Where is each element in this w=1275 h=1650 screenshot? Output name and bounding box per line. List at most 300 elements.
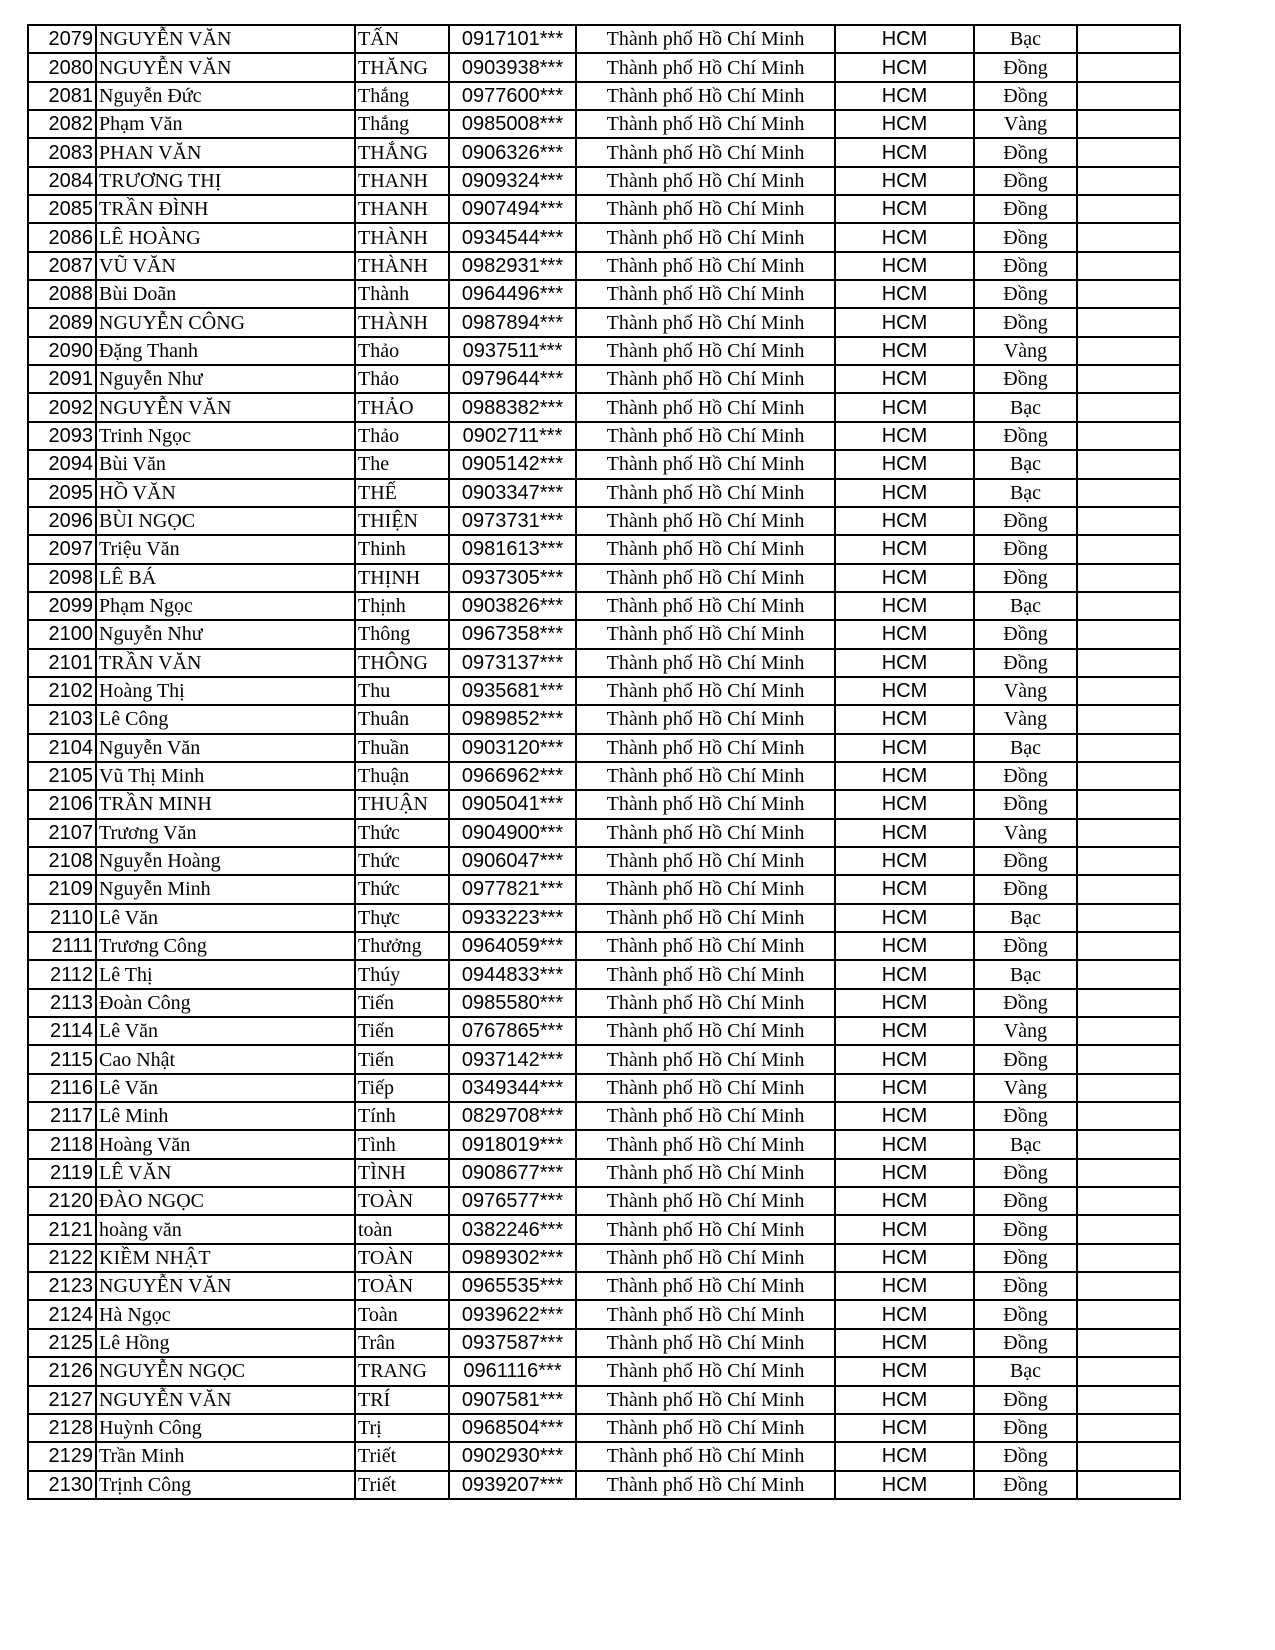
cell-note [1077, 110, 1180, 138]
cell-note [1077, 762, 1180, 790]
cell-family-name: LÊ BÁ [96, 564, 355, 592]
cell-family-name: VŨ VĂN [96, 252, 355, 280]
cell-family-name: Bùi Văn [96, 450, 355, 478]
cell-province: Thành phố Hồ Chí Minh [576, 167, 835, 195]
cell-region: HCM [835, 1244, 974, 1272]
cell-province: Thành phố Hồ Chí Minh [576, 337, 835, 365]
table-row [28, 1386, 1180, 1414]
cell-province: Thành phố Hồ Chí Minh [576, 365, 835, 393]
cell-given-name: THỊNH [355, 564, 449, 592]
cell-region: HCM [835, 1272, 974, 1300]
cell-family-name: Trần Minh [96, 1442, 355, 1470]
cell-note [1077, 422, 1180, 450]
cell-region: HCM [835, 734, 974, 762]
cell-index: 2121 [28, 1215, 96, 1243]
cell-given-name: Thông [355, 620, 449, 648]
cell-note [1077, 1045, 1180, 1073]
cell-note [1077, 1215, 1180, 1243]
cell-given-name: Thuận [355, 762, 449, 790]
table-row [28, 1329, 1180, 1357]
cell-note [1077, 82, 1180, 110]
cell-family-name: Đặng Thanh [96, 337, 355, 365]
cell-index: 2114 [28, 1017, 96, 1045]
cell-given-name: The [355, 450, 449, 478]
cell-given-name: Thuân [355, 705, 449, 733]
cell-region: HCM [835, 535, 974, 563]
cell-prize-tier: Đồng [974, 1329, 1077, 1357]
cell-phone: 0905041*** [449, 790, 576, 818]
cell-prize-tier: Đồng [974, 1471, 1077, 1499]
cell-region: HCM [835, 677, 974, 705]
table-row [28, 53, 1180, 81]
table-row [28, 932, 1180, 960]
cell-family-name: Huỳnh Công [96, 1414, 355, 1442]
cell-province: Thành phố Hồ Chí Minh [576, 1130, 835, 1158]
cell-given-name: TẤN [355, 25, 449, 53]
table-row [28, 734, 1180, 762]
cell-region: HCM [835, 592, 974, 620]
cell-region: HCM [835, 1159, 974, 1187]
cell-phone: 0973731*** [449, 507, 576, 535]
cell-province: Thành phố Hồ Chí Minh [576, 904, 835, 932]
cell-prize-tier: Vàng [974, 110, 1077, 138]
cell-family-name: TRƯƠNG THỊ [96, 167, 355, 195]
table-row [28, 705, 1180, 733]
cell-note [1077, 280, 1180, 308]
cell-given-name: THÀNH [355, 223, 449, 251]
cell-phone: 0985008*** [449, 110, 576, 138]
cell-region: HCM [835, 167, 974, 195]
cell-note [1077, 507, 1180, 535]
cell-index: 2126 [28, 1357, 96, 1385]
cell-family-name: Trương Văn [96, 819, 355, 847]
cell-prize-tier: Bạc [974, 904, 1077, 932]
cell-phone: 0979644*** [449, 365, 576, 393]
cell-index: 2113 [28, 989, 96, 1017]
table-row [28, 110, 1180, 138]
cell-province: Thành phố Hồ Chí Minh [576, 677, 835, 705]
cell-index: 2079 [28, 25, 96, 53]
cell-region: HCM [835, 365, 974, 393]
table-row [28, 1017, 1180, 1045]
cell-prize-tier: Đồng [974, 308, 1077, 336]
cell-given-name: Thức [355, 819, 449, 847]
table-row [28, 1187, 1180, 1215]
cell-note [1077, 819, 1180, 847]
cell-province: Thành phố Hồ Chí Minh [576, 507, 835, 535]
cell-index: 2083 [28, 138, 96, 166]
cell-region: HCM [835, 904, 974, 932]
cell-phone: 0966962*** [449, 762, 576, 790]
table-row [28, 365, 1180, 393]
cell-index: 2124 [28, 1300, 96, 1328]
cell-phone: 0937305*** [449, 564, 576, 592]
cell-given-name: THIỆN [355, 507, 449, 535]
cell-region: HCM [835, 280, 974, 308]
cell-region: HCM [835, 1329, 974, 1357]
cell-province: Thành phố Hồ Chí Minh [576, 1329, 835, 1357]
cell-note [1077, 53, 1180, 81]
cell-note [1077, 337, 1180, 365]
cell-region: HCM [835, 337, 974, 365]
cell-prize-tier: Bạc [974, 734, 1077, 762]
cell-note [1077, 960, 1180, 988]
cell-given-name: TRÍ [355, 1386, 449, 1414]
cell-phone: 0939207*** [449, 1471, 576, 1499]
cell-province: Thành phố Hồ Chí Minh [576, 252, 835, 280]
cell-province: Thành phố Hồ Chí Minh [576, 592, 835, 620]
cell-family-name: LÊ VĂN [96, 1159, 355, 1187]
table-row [28, 649, 1180, 677]
cell-region: HCM [835, 1357, 974, 1385]
cell-prize-tier: Vàng [974, 677, 1077, 705]
cell-index: 2080 [28, 53, 96, 81]
cell-prize-tier: Đồng [974, 138, 1077, 166]
cell-phone: 0349344*** [449, 1074, 576, 1102]
table-row [28, 535, 1180, 563]
cell-phone: 0988382*** [449, 393, 576, 421]
cell-family-name: Nguyễn Như [96, 365, 355, 393]
cell-region: HCM [835, 875, 974, 903]
cell-province: Thành phố Hồ Chí Minh [576, 280, 835, 308]
cell-given-name: THUẬN [355, 790, 449, 818]
cell-province: Thành phố Hồ Chí Minh [576, 223, 835, 251]
cell-family-name: hoàng văn [96, 1215, 355, 1243]
cell-family-name: Lê Văn [96, 1074, 355, 1102]
cell-given-name: TOÀN [355, 1187, 449, 1215]
cell-phone: 0965535*** [449, 1272, 576, 1300]
cell-given-name: Tiến [355, 1017, 449, 1045]
cell-region: HCM [835, 1074, 974, 1102]
cell-region: HCM [835, 620, 974, 648]
cell-prize-tier: Đồng [974, 223, 1077, 251]
cell-province: Thành phố Hồ Chí Minh [576, 1357, 835, 1385]
cell-note [1077, 25, 1180, 53]
cell-note [1077, 1300, 1180, 1328]
table-row [28, 393, 1180, 421]
cell-phone: 0935681*** [449, 677, 576, 705]
cell-given-name: Thảo [355, 365, 449, 393]
table-row [28, 1045, 1180, 1073]
cell-province: Thành phố Hồ Chí Minh [576, 649, 835, 677]
cell-note [1077, 1017, 1180, 1045]
cell-prize-tier: Đồng [974, 252, 1077, 280]
cell-prize-tier: Đồng [974, 1300, 1077, 1328]
table-row [28, 847, 1180, 875]
cell-family-name: Lê Thị [96, 960, 355, 988]
cell-family-name: Trương Công [96, 932, 355, 960]
cell-index: 2105 [28, 762, 96, 790]
cell-province: Thành phố Hồ Chí Minh [576, 819, 835, 847]
table-row [28, 1244, 1180, 1272]
cell-note [1077, 904, 1180, 932]
cell-note [1077, 308, 1180, 336]
cell-region: HCM [835, 1442, 974, 1470]
cell-family-name: KIỀM NHẬT [96, 1244, 355, 1272]
cell-given-name: Thảo [355, 422, 449, 450]
cell-family-name: LÊ HOÀNG [96, 223, 355, 251]
cell-given-name: THĂNG [355, 53, 449, 81]
cell-region: HCM [835, 819, 974, 847]
cell-given-name: Thảo [355, 337, 449, 365]
cell-index: 2104 [28, 734, 96, 762]
table-row [28, 790, 1180, 818]
cell-prize-tier: Đồng [974, 280, 1077, 308]
cell-prize-tier: Đồng [974, 1045, 1077, 1073]
cell-province: Thành phố Hồ Chí Minh [576, 1102, 835, 1130]
cell-region: HCM [835, 762, 974, 790]
cell-index: 2130 [28, 1471, 96, 1499]
cell-prize-tier: Vàng [974, 337, 1077, 365]
cell-province: Thành phố Hồ Chí Minh [576, 138, 835, 166]
cell-note [1077, 1414, 1180, 1442]
cell-index: 2125 [28, 1329, 96, 1357]
cell-index: 2100 [28, 620, 96, 648]
table-row [28, 450, 1180, 478]
cell-note [1077, 1102, 1180, 1130]
cell-given-name: Thực [355, 904, 449, 932]
cell-family-name: PHAN VĂN [96, 138, 355, 166]
cell-note [1077, 450, 1180, 478]
cell-prize-tier: Đồng [974, 875, 1077, 903]
cell-index: 2102 [28, 677, 96, 705]
cell-phone: 0989852*** [449, 705, 576, 733]
cell-note [1077, 592, 1180, 620]
cell-province: Thành phố Hồ Chí Minh [576, 847, 835, 875]
cell-index: 2085 [28, 195, 96, 223]
cell-prize-tier: Đồng [974, 932, 1077, 960]
cell-province: Thành phố Hồ Chí Minh [576, 1272, 835, 1300]
cell-given-name: Thúy [355, 960, 449, 988]
cell-index: 2127 [28, 1386, 96, 1414]
cell-phone: 0964496*** [449, 280, 576, 308]
winners-table [27, 24, 1181, 1500]
cell-prize-tier: Bạc [974, 393, 1077, 421]
cell-prize-tier: Vàng [974, 705, 1077, 733]
cell-note [1077, 677, 1180, 705]
cell-phone: 0906047*** [449, 847, 576, 875]
table-row [28, 337, 1180, 365]
cell-note [1077, 1357, 1180, 1385]
cell-note [1077, 1130, 1180, 1158]
table-row [28, 308, 1180, 336]
table-row [28, 1357, 1180, 1385]
cell-index: 2094 [28, 450, 96, 478]
cell-prize-tier: Bạc [974, 592, 1077, 620]
cell-province: Thành phố Hồ Chí Minh [576, 479, 835, 507]
cell-index: 2122 [28, 1244, 96, 1272]
cell-prize-tier: Bạc [974, 1357, 1077, 1385]
cell-note [1077, 138, 1180, 166]
cell-family-name: Lê Công [96, 705, 355, 733]
cell-region: HCM [835, 847, 974, 875]
cell-family-name: BÙI NGỌC [96, 507, 355, 535]
cell-given-name: THANH [355, 195, 449, 223]
cell-family-name: NGUYỄN VĂN [96, 25, 355, 53]
cell-province: Thành phố Hồ Chí Minh [576, 989, 835, 1017]
cell-phone: 0944833*** [449, 960, 576, 988]
cell-prize-tier: Đồng [974, 1102, 1077, 1130]
cell-family-name: Hoàng Văn [96, 1130, 355, 1158]
table-row [28, 1215, 1180, 1243]
table-row [28, 252, 1180, 280]
cell-family-name: Hà Ngọc [96, 1300, 355, 1328]
cell-phone: 0907581*** [449, 1386, 576, 1414]
cell-phone: 0937511*** [449, 337, 576, 365]
cell-given-name: Trân [355, 1329, 449, 1357]
cell-region: HCM [835, 989, 974, 1017]
table-row [28, 1159, 1180, 1187]
cell-region: HCM [835, 138, 974, 166]
cell-note [1077, 790, 1180, 818]
table-row [28, 819, 1180, 847]
cell-province: Thành phố Hồ Chí Minh [576, 1414, 835, 1442]
cell-index: 2086 [28, 223, 96, 251]
cell-region: HCM [835, 1414, 974, 1442]
cell-province: Thành phố Hồ Chí Minh [576, 535, 835, 563]
cell-given-name: Toàn [355, 1300, 449, 1328]
cell-note [1077, 705, 1180, 733]
cell-prize-tier: Đồng [974, 1187, 1077, 1215]
cell-given-name: Thịnh [355, 592, 449, 620]
cell-given-name: THẾ [355, 479, 449, 507]
table-row [28, 875, 1180, 903]
table-body [28, 25, 1180, 1499]
cell-index: 2118 [28, 1130, 96, 1158]
cell-family-name: Đoàn Công [96, 989, 355, 1017]
cell-family-name: Vũ Thị Minh [96, 762, 355, 790]
cell-region: HCM [835, 110, 974, 138]
cell-region: HCM [835, 450, 974, 478]
cell-index: 2082 [28, 110, 96, 138]
cell-given-name: TRANG [355, 1357, 449, 1385]
cell-region: HCM [835, 1045, 974, 1073]
table-row [28, 1414, 1180, 1442]
cell-prize-tier: Đồng [974, 762, 1077, 790]
cell-phone: 0909324*** [449, 167, 576, 195]
cell-region: HCM [835, 393, 974, 421]
table-row [28, 167, 1180, 195]
cell-province: Thành phố Hồ Chí Minh [576, 82, 835, 110]
cell-note [1077, 167, 1180, 195]
cell-index: 2117 [28, 1102, 96, 1130]
cell-prize-tier: Đồng [974, 1159, 1077, 1187]
cell-family-name: ĐÀO NGỌC [96, 1187, 355, 1215]
cell-prize-tier: Bạc [974, 1130, 1077, 1158]
cell-family-name: Nguyễn Văn [96, 734, 355, 762]
cell-family-name: NGUYỄN VĂN [96, 53, 355, 81]
cell-province: Thành phố Hồ Chí Minh [576, 790, 835, 818]
table-row [28, 280, 1180, 308]
cell-given-name: Thắng [355, 110, 449, 138]
cell-prize-tier: Đồng [974, 167, 1077, 195]
cell-family-name: Hoàng Thị [96, 677, 355, 705]
cell-phone: 0917101*** [449, 25, 576, 53]
cell-province: Thành phố Hồ Chí Minh [576, 1442, 835, 1470]
cell-phone: 0976577*** [449, 1187, 576, 1215]
cell-region: HCM [835, 1215, 974, 1243]
table-row [28, 479, 1180, 507]
cell-note [1077, 1244, 1180, 1272]
cell-given-name: Trị [355, 1414, 449, 1442]
cell-region: HCM [835, 564, 974, 592]
cell-province: Thành phố Hồ Chí Minh [576, 705, 835, 733]
cell-province: Thành phố Hồ Chí Minh [576, 1300, 835, 1328]
cell-region: HCM [835, 1130, 974, 1158]
cell-province: Thành phố Hồ Chí Minh [576, 110, 835, 138]
cell-province: Thành phố Hồ Chí Minh [576, 308, 835, 336]
cell-family-name: Lê Hồng [96, 1329, 355, 1357]
cell-region: HCM [835, 1102, 974, 1130]
cell-index: 2089 [28, 308, 96, 336]
cell-prize-tier: Vàng [974, 1017, 1077, 1045]
cell-province: Thành phố Hồ Chí Minh [576, 564, 835, 592]
cell-family-name: Nguyễn Hoàng [96, 847, 355, 875]
cell-phone: 0382246*** [449, 1215, 576, 1243]
cell-phone: 0906326*** [449, 138, 576, 166]
cell-given-name: Tình [355, 1130, 449, 1158]
cell-index: 2081 [28, 82, 96, 110]
table-row [28, 904, 1180, 932]
table-row [28, 1272, 1180, 1300]
cell-index: 2115 [28, 1045, 96, 1073]
cell-prize-tier: Đồng [974, 1442, 1077, 1470]
cell-province: Thành phố Hồ Chí Minh [576, 393, 835, 421]
cell-note [1077, 365, 1180, 393]
cell-province: Thành phố Hồ Chí Minh [576, 1471, 835, 1499]
cell-family-name: NGUYỄN NGỌC [96, 1357, 355, 1385]
cell-given-name: Thức [355, 875, 449, 903]
cell-given-name: Thắng [355, 82, 449, 110]
cell-prize-tier: Đồng [974, 422, 1077, 450]
cell-phone: 0973137*** [449, 649, 576, 677]
cell-given-name: Tiếp [355, 1074, 449, 1102]
table-row [28, 592, 1180, 620]
table-row [28, 620, 1180, 648]
cell-given-name: Thành [355, 280, 449, 308]
cell-region: HCM [835, 932, 974, 960]
cell-index: 2112 [28, 960, 96, 988]
cell-index: 2119 [28, 1159, 96, 1187]
cell-region: HCM [835, 82, 974, 110]
cell-family-name: Phạm Văn [96, 110, 355, 138]
cell-phone: 0902930*** [449, 1442, 576, 1470]
cell-index: 2107 [28, 819, 96, 847]
cell-index: 2129 [28, 1442, 96, 1470]
cell-note [1077, 1272, 1180, 1300]
cell-phone: 0934544*** [449, 223, 576, 251]
cell-prize-tier: Đồng [974, 564, 1077, 592]
cell-family-name: TRẦN MINH [96, 790, 355, 818]
cell-index: 2116 [28, 1074, 96, 1102]
table-row [28, 507, 1180, 535]
cell-region: HCM [835, 507, 974, 535]
cell-prize-tier: Đồng [974, 535, 1077, 563]
cell-given-name: Tính [355, 1102, 449, 1130]
cell-note [1077, 734, 1180, 762]
cell-prize-tier: Đồng [974, 1215, 1077, 1243]
cell-province: Thành phố Hồ Chí Minh [576, 762, 835, 790]
cell-province: Thành phố Hồ Chí Minh [576, 620, 835, 648]
cell-prize-tier: Đồng [974, 620, 1077, 648]
cell-province: Thành phố Hồ Chí Minh [576, 932, 835, 960]
cell-phone: 0977821*** [449, 875, 576, 903]
cell-region: HCM [835, 1017, 974, 1045]
cell-phone: 0918019*** [449, 1130, 576, 1158]
cell-given-name: toàn [355, 1215, 449, 1243]
cell-family-name: Cao Nhật [96, 1045, 355, 1073]
cell-family-name: Lê Minh [96, 1102, 355, 1130]
